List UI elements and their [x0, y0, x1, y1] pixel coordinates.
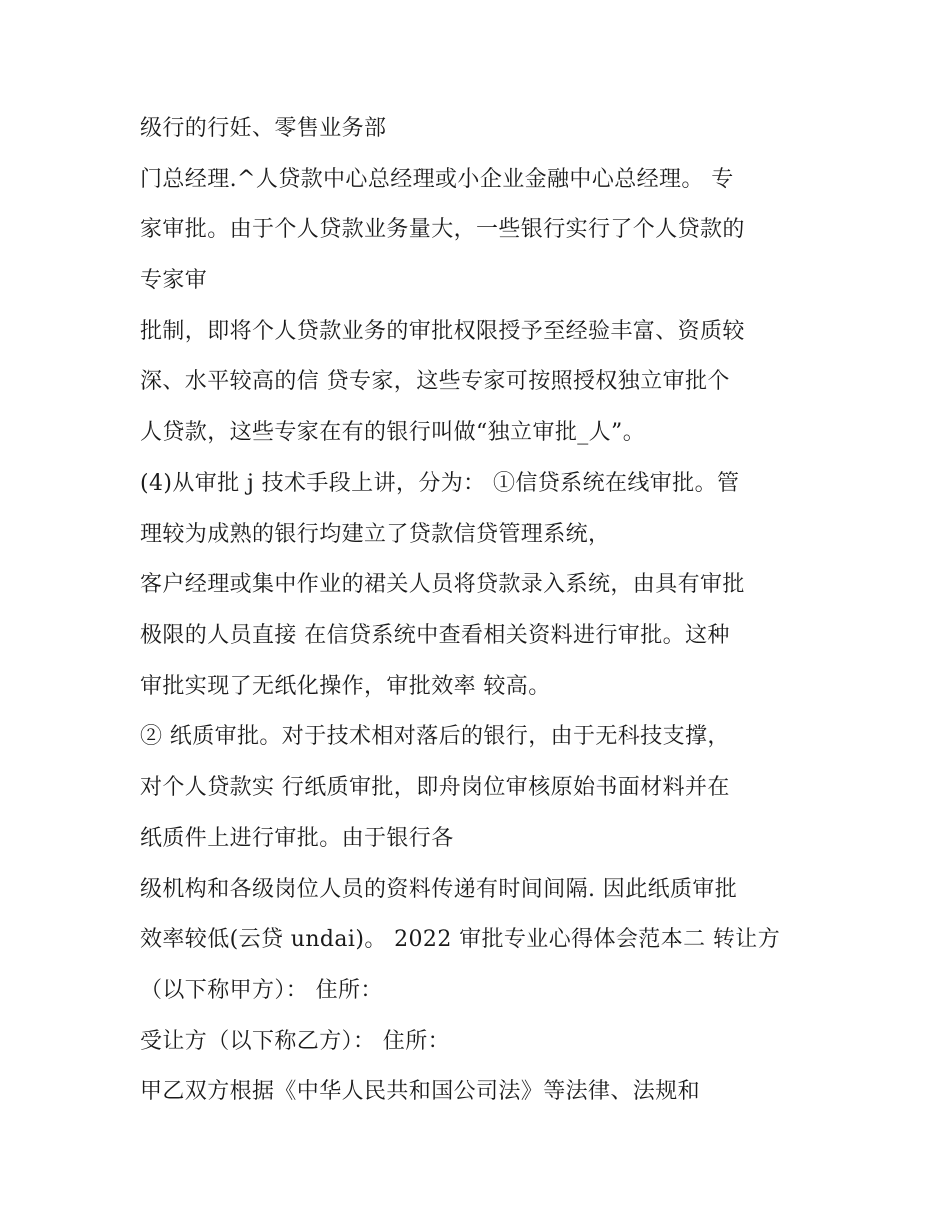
text-line: 审批实现了无纸化操作，审批效率 较高。	[140, 674, 551, 699]
text-line: 级机构和各级岗位人员的资料传递有时间间隔. 因此纸质审批	[140, 877, 738, 902]
text-line: 理较为成熟的银行均建立了贷款信贷管理系统，	[140, 522, 611, 547]
text-line: 批制，即将个人贷款业务的审批权限授予至经验丰富、资质较	[140, 319, 745, 344]
text-line: 受让方（以下称乙方）： 住所：	[140, 1029, 450, 1054]
text-line: 甲乙双方根据《中华人民共和国公司法》等法律、法规和	[140, 1079, 701, 1104]
text-line: 对个人贷款实 行纸质审批，即舟岗位审核原始书面材料并在	[140, 775, 730, 800]
text-line: 纸质件上进行审批。由于银行各	[140, 826, 454, 851]
text-line: 专家审	[140, 268, 208, 293]
text-line: (4)从审批 j 技术手段上讲，分为： ①信贷系统在线审批。管	[140, 471, 740, 496]
text-line: 客户经理或集中作业的裙关人员将贷款录入系统，由具有审批	[140, 572, 745, 597]
text-line: ② 纸质审批。对于技术相对落后的银行，由于无科技支撑，	[140, 724, 730, 749]
text-line: （以下称甲方）： 住所：	[140, 978, 383, 1003]
text-line: 效率较低(云贷 undai)。 2022 审批专业心得体会范本二 转让方	[140, 927, 781, 952]
text-line: 极限的人员直接 在信贷系统中查看相关资料进行审批。这种	[140, 623, 730, 648]
text-line: 门总经理.^人贷款中心总经理或小企业金融中心总经理。 专	[140, 167, 734, 192]
text-line: 人贷款，这些专家在有的银行叫做“独立审批_人”。	[140, 420, 646, 445]
text-line: 家审批。由于个人贷款业务量大，一些银行实行了个人贷款的	[140, 217, 745, 242]
text-line: 深、水平较高的信 贷专家，这些专家可按照授权独立审批个	[140, 369, 730, 394]
text-line: 级行的行妊、零售业务部	[140, 116, 387, 141]
